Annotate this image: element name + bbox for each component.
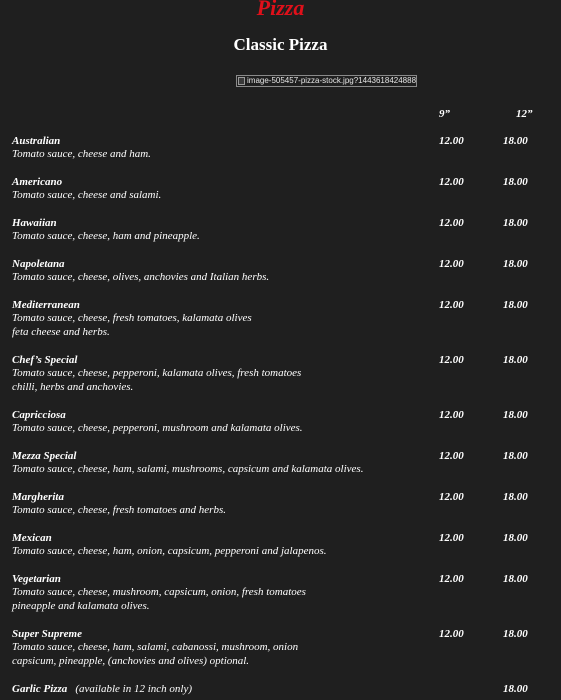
- availability-note: (available in 12 inch only): [75, 683, 193, 695]
- item-description: Tomato sauce, cheese, ham and pineapple.: [12, 230, 200, 242]
- item-description: Tomato sauce, cheese, fresh tomatoes, kalamata olives feta cheese and herbs.: [12, 312, 252, 338]
- price-9-inch: 12.00: [439, 491, 464, 503]
- item-name: Americano: [12, 176, 63, 188]
- menu-item-garlic-pizza: [12, 683, 552, 695]
- price-12-inch: 18.00: [503, 135, 528, 147]
- menu-item-mexican: [12, 532, 552, 559]
- price-12-inch: 18.00: [503, 683, 528, 695]
- menu-item-chefs-special: [12, 354, 552, 394]
- menu-item-mediterranean: [12, 299, 552, 339]
- price-12-inch: 18.00: [503, 628, 528, 640]
- price-12-inch: 18.00: [503, 299, 528, 311]
- broken-image-alt-text: image-505457-pizza-stock.jpg?1443618424888: [247, 76, 417, 85]
- menu-item-capricciosa: [12, 409, 552, 436]
- item-name: Super Supreme: [12, 628, 82, 640]
- menu-item-australian: [12, 135, 552, 162]
- size-header-9-inch: 9”: [439, 108, 450, 120]
- item-name: Mediterranean: [12, 299, 80, 311]
- item-description: Tomato sauce, cheese, pepperoni, mushroom and kalamata olives.: [12, 422, 303, 434]
- price-9-inch: 12.00: [439, 354, 464, 366]
- item-description: Tomato sauce, cheese, ham, salami, cabanossi, mushroom, onion capsicum, pineapple, (anchovies and olives) optional.: [12, 641, 299, 667]
- price-12-inch: 18.00: [503, 354, 528, 366]
- item-description: Tomato sauce, cheese, fresh tomatoes and herbs.: [12, 504, 226, 516]
- menu-item-mezza-special: [12, 450, 552, 477]
- item-name: Hawaiian: [12, 217, 57, 229]
- price-9-inch: 12.00: [439, 217, 464, 229]
- item-name: Margherita: [12, 491, 64, 503]
- price-12-inch: 18.00: [503, 491, 528, 503]
- menu-item-americano: [12, 176, 552, 203]
- broken-pizza-image: [236, 75, 417, 87]
- menu-item-napoletana: [12, 258, 552, 285]
- item-description: Tomato sauce, cheese, olives, anchovies and Italian herbs.: [12, 271, 270, 283]
- price-9-inch: 12.00: [439, 450, 464, 462]
- item-name: Mexican: [12, 532, 52, 544]
- price-9-inch: 12.00: [439, 176, 464, 188]
- menu-item-margherita: [12, 491, 552, 518]
- broken-image-icon: [238, 77, 245, 85]
- price-9-inch: 12.00: [439, 299, 464, 311]
- price-9-inch: 12.00: [439, 135, 464, 147]
- item-name: Mezza Special: [12, 450, 77, 462]
- item-name: Garlic Pizza: [12, 683, 68, 695]
- item-description: Tomato sauce, cheese, mushroom, capsicum, onion, fresh tomatoes pineapple and kalamata olives.: [12, 586, 306, 612]
- price-12-inch: 18.00: [503, 573, 528, 585]
- size-header-12-inch: 12”: [516, 108, 533, 120]
- price-12-inch: 18.00: [503, 258, 528, 270]
- price-9-inch: 12.00: [439, 628, 464, 640]
- item-name: Australian: [12, 135, 61, 147]
- category-title: Pizza: [256, 0, 305, 20]
- menu-item-hawaiian: [12, 217, 552, 244]
- price-12-inch: 18.00: [503, 409, 528, 421]
- item-name: Napoletana: [12, 258, 65, 270]
- item-description: Tomato sauce, cheese, pepperoni, kalamata olives, fresh tomatoes chilli, herbs and anchovies.: [12, 367, 302, 393]
- price-9-inch: 12.00: [439, 532, 464, 544]
- price-12-inch: 18.00: [503, 176, 528, 188]
- item-description: Tomato sauce, cheese and ham.: [12, 148, 151, 160]
- item-name: Vegetarian: [12, 573, 61, 585]
- item-description: Tomato sauce, cheese, ham, salami, mushrooms, capsicum and kalamata olives.: [12, 463, 364, 475]
- item-description: Tomato sauce, cheese, ham, onion, capsicum, pepperoni and jalapenos.: [12, 545, 327, 557]
- price-9-inch: 12.00: [439, 573, 464, 585]
- price-12-inch: 18.00: [503, 450, 528, 462]
- price-12-inch: 18.00: [503, 532, 528, 544]
- menu-item-vegetarian: [12, 573, 552, 613]
- price-12-inch: 18.00: [503, 217, 528, 229]
- item-name: Capricciosa: [12, 409, 66, 421]
- price-9-inch: 12.00: [439, 409, 464, 421]
- item-name: Chef’s Special: [12, 354, 78, 366]
- item-description: Tomato sauce, cheese and salami.: [12, 189, 162, 201]
- price-9-inch: 12.00: [439, 258, 464, 270]
- section-title: Classic Pizza: [233, 35, 328, 54]
- menu-item-super-supreme: [12, 628, 552, 668]
